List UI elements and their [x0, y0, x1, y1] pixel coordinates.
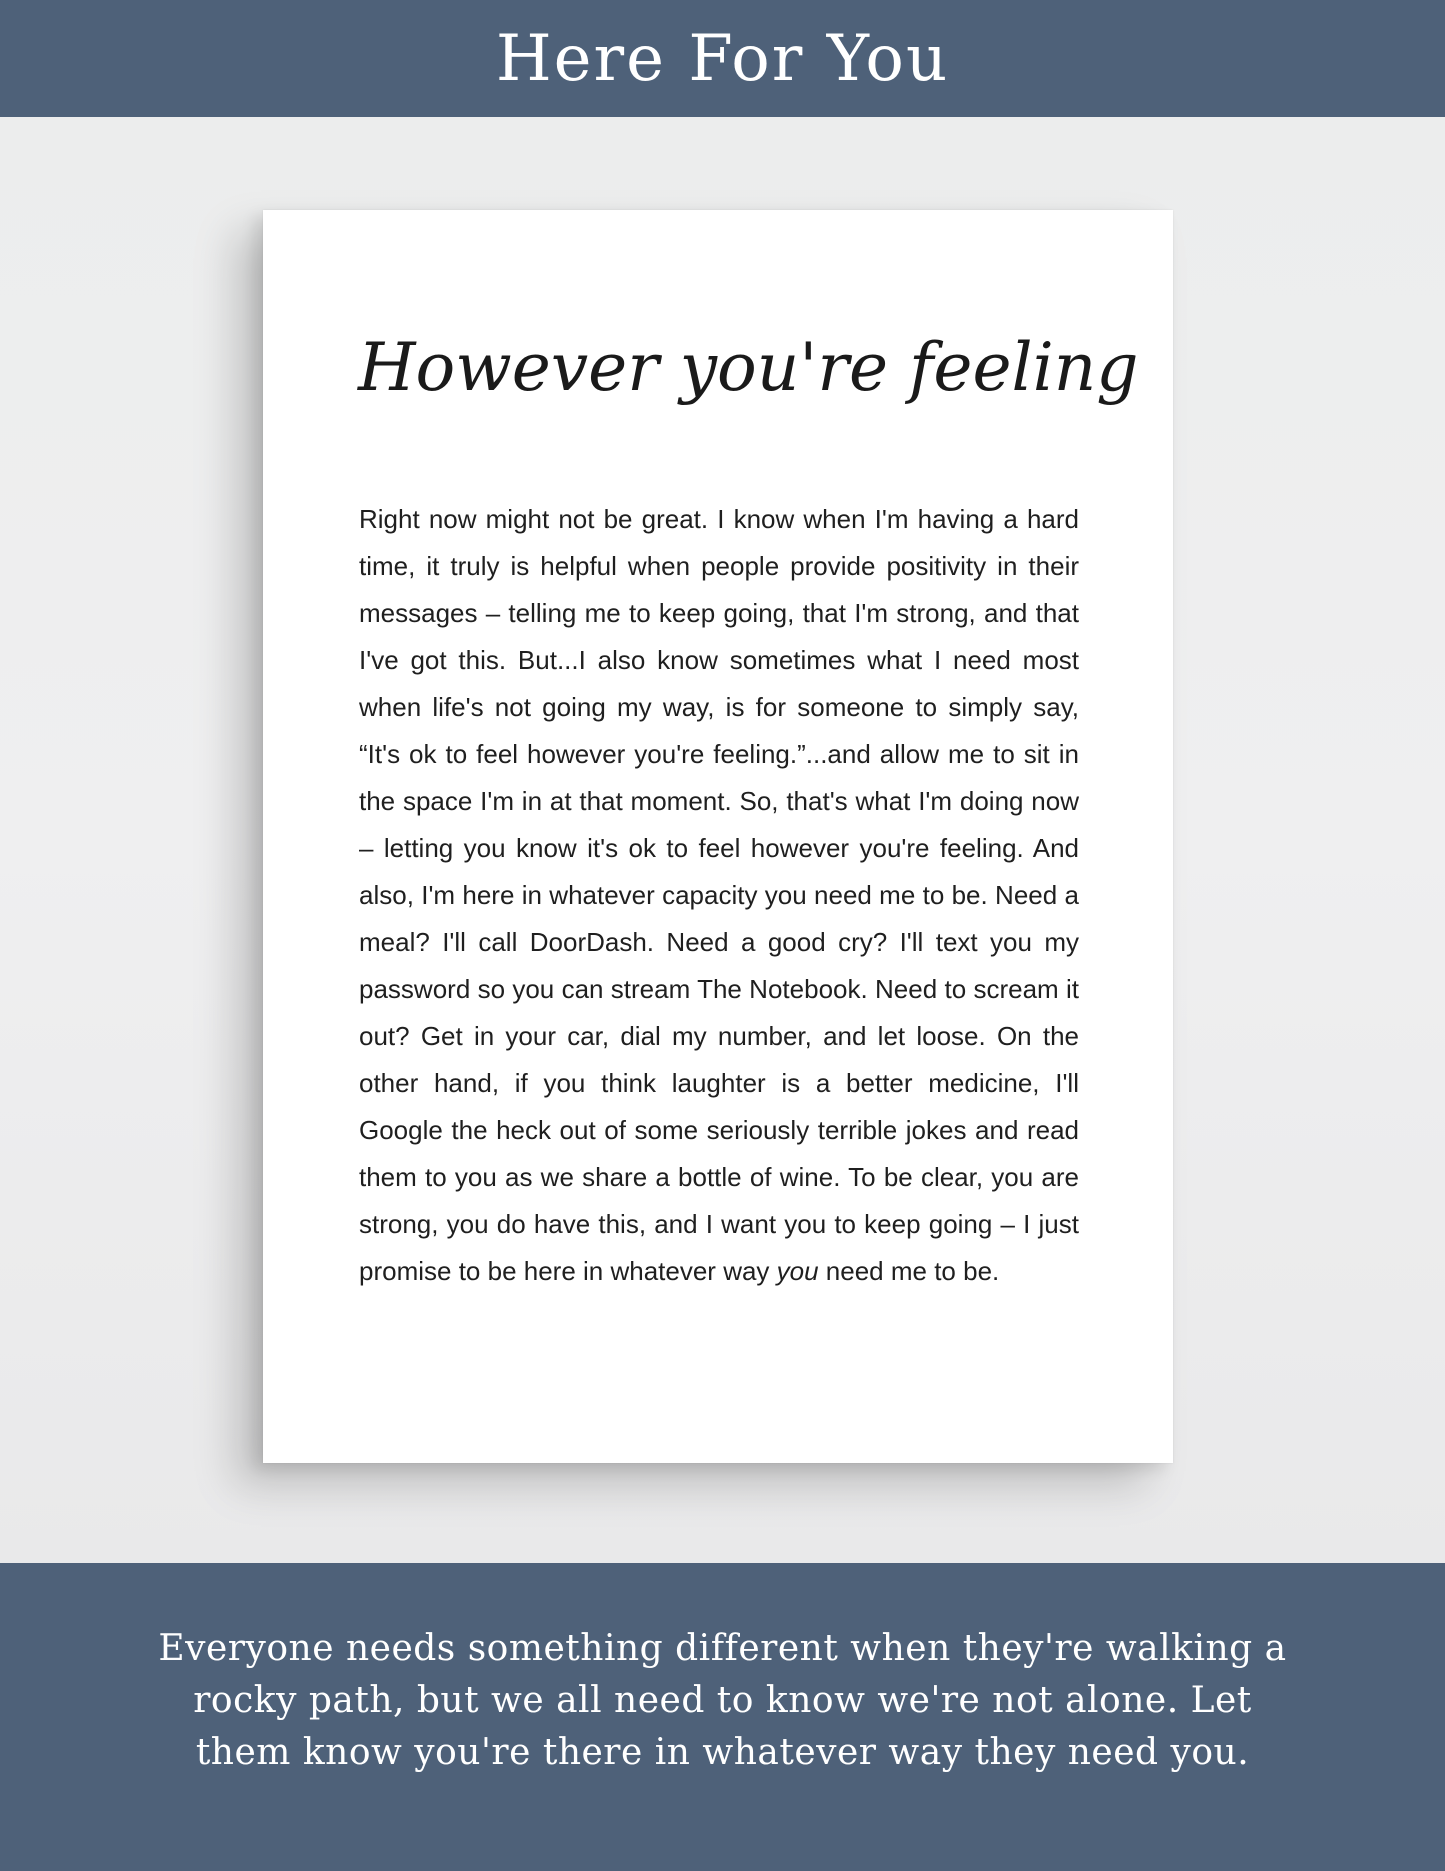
footer-banner: [0, 1563, 1445, 1871]
product-photo: [0, 117, 1445, 1563]
card-body-text: [359, 496, 1079, 1295]
greeting-card: [263, 210, 1173, 1463]
footer-description: Everyone needs something different when they're walking a rocky path, but we all need to know we're not alone. Let them know you're there in whatever way they need you.: [158, 1628, 1287, 1773]
header-banner: [0, 0, 1445, 117]
card-body-end: need me to be.: [818, 1256, 1000, 1286]
card-body-main: Right now might not be great. I know when I'm having a hard time, it truly is helpful when people provide positivity in their messages – telling me to keep going, that I'm strong, and that I've got this. But...I also know sometimes what I need most when life's not going my way, is for someone to simply say, “It's ok to feel however you're feeling.”...and allow me to sit in the space I'm in at that moment. So, that's what I'm doing now – letting you know it's ok to feel however you're feeling. And also, I'm here in whatever capacity you need me to be. Need a meal? I'll call DoorDash. Need a good cry? I'll text you my password so you can stream The Notebook. Need to scream it out? Get in your car, dial my number, and let loose. On the other hand, if you think laughter is a better medicine, I'll Google the heck out of some seriously terrible jokes and read them to you as we share a bottle of wine. To be clear, you are strong, you do have this, and I want you to keep going – I just promise to be here in whatever way: [359, 504, 1079, 1286]
card-body-emphasis: you: [776, 1256, 819, 1286]
page-title: Here For You: [495, 21, 950, 96]
card-heading: However you're feeling: [358, 329, 1139, 406]
